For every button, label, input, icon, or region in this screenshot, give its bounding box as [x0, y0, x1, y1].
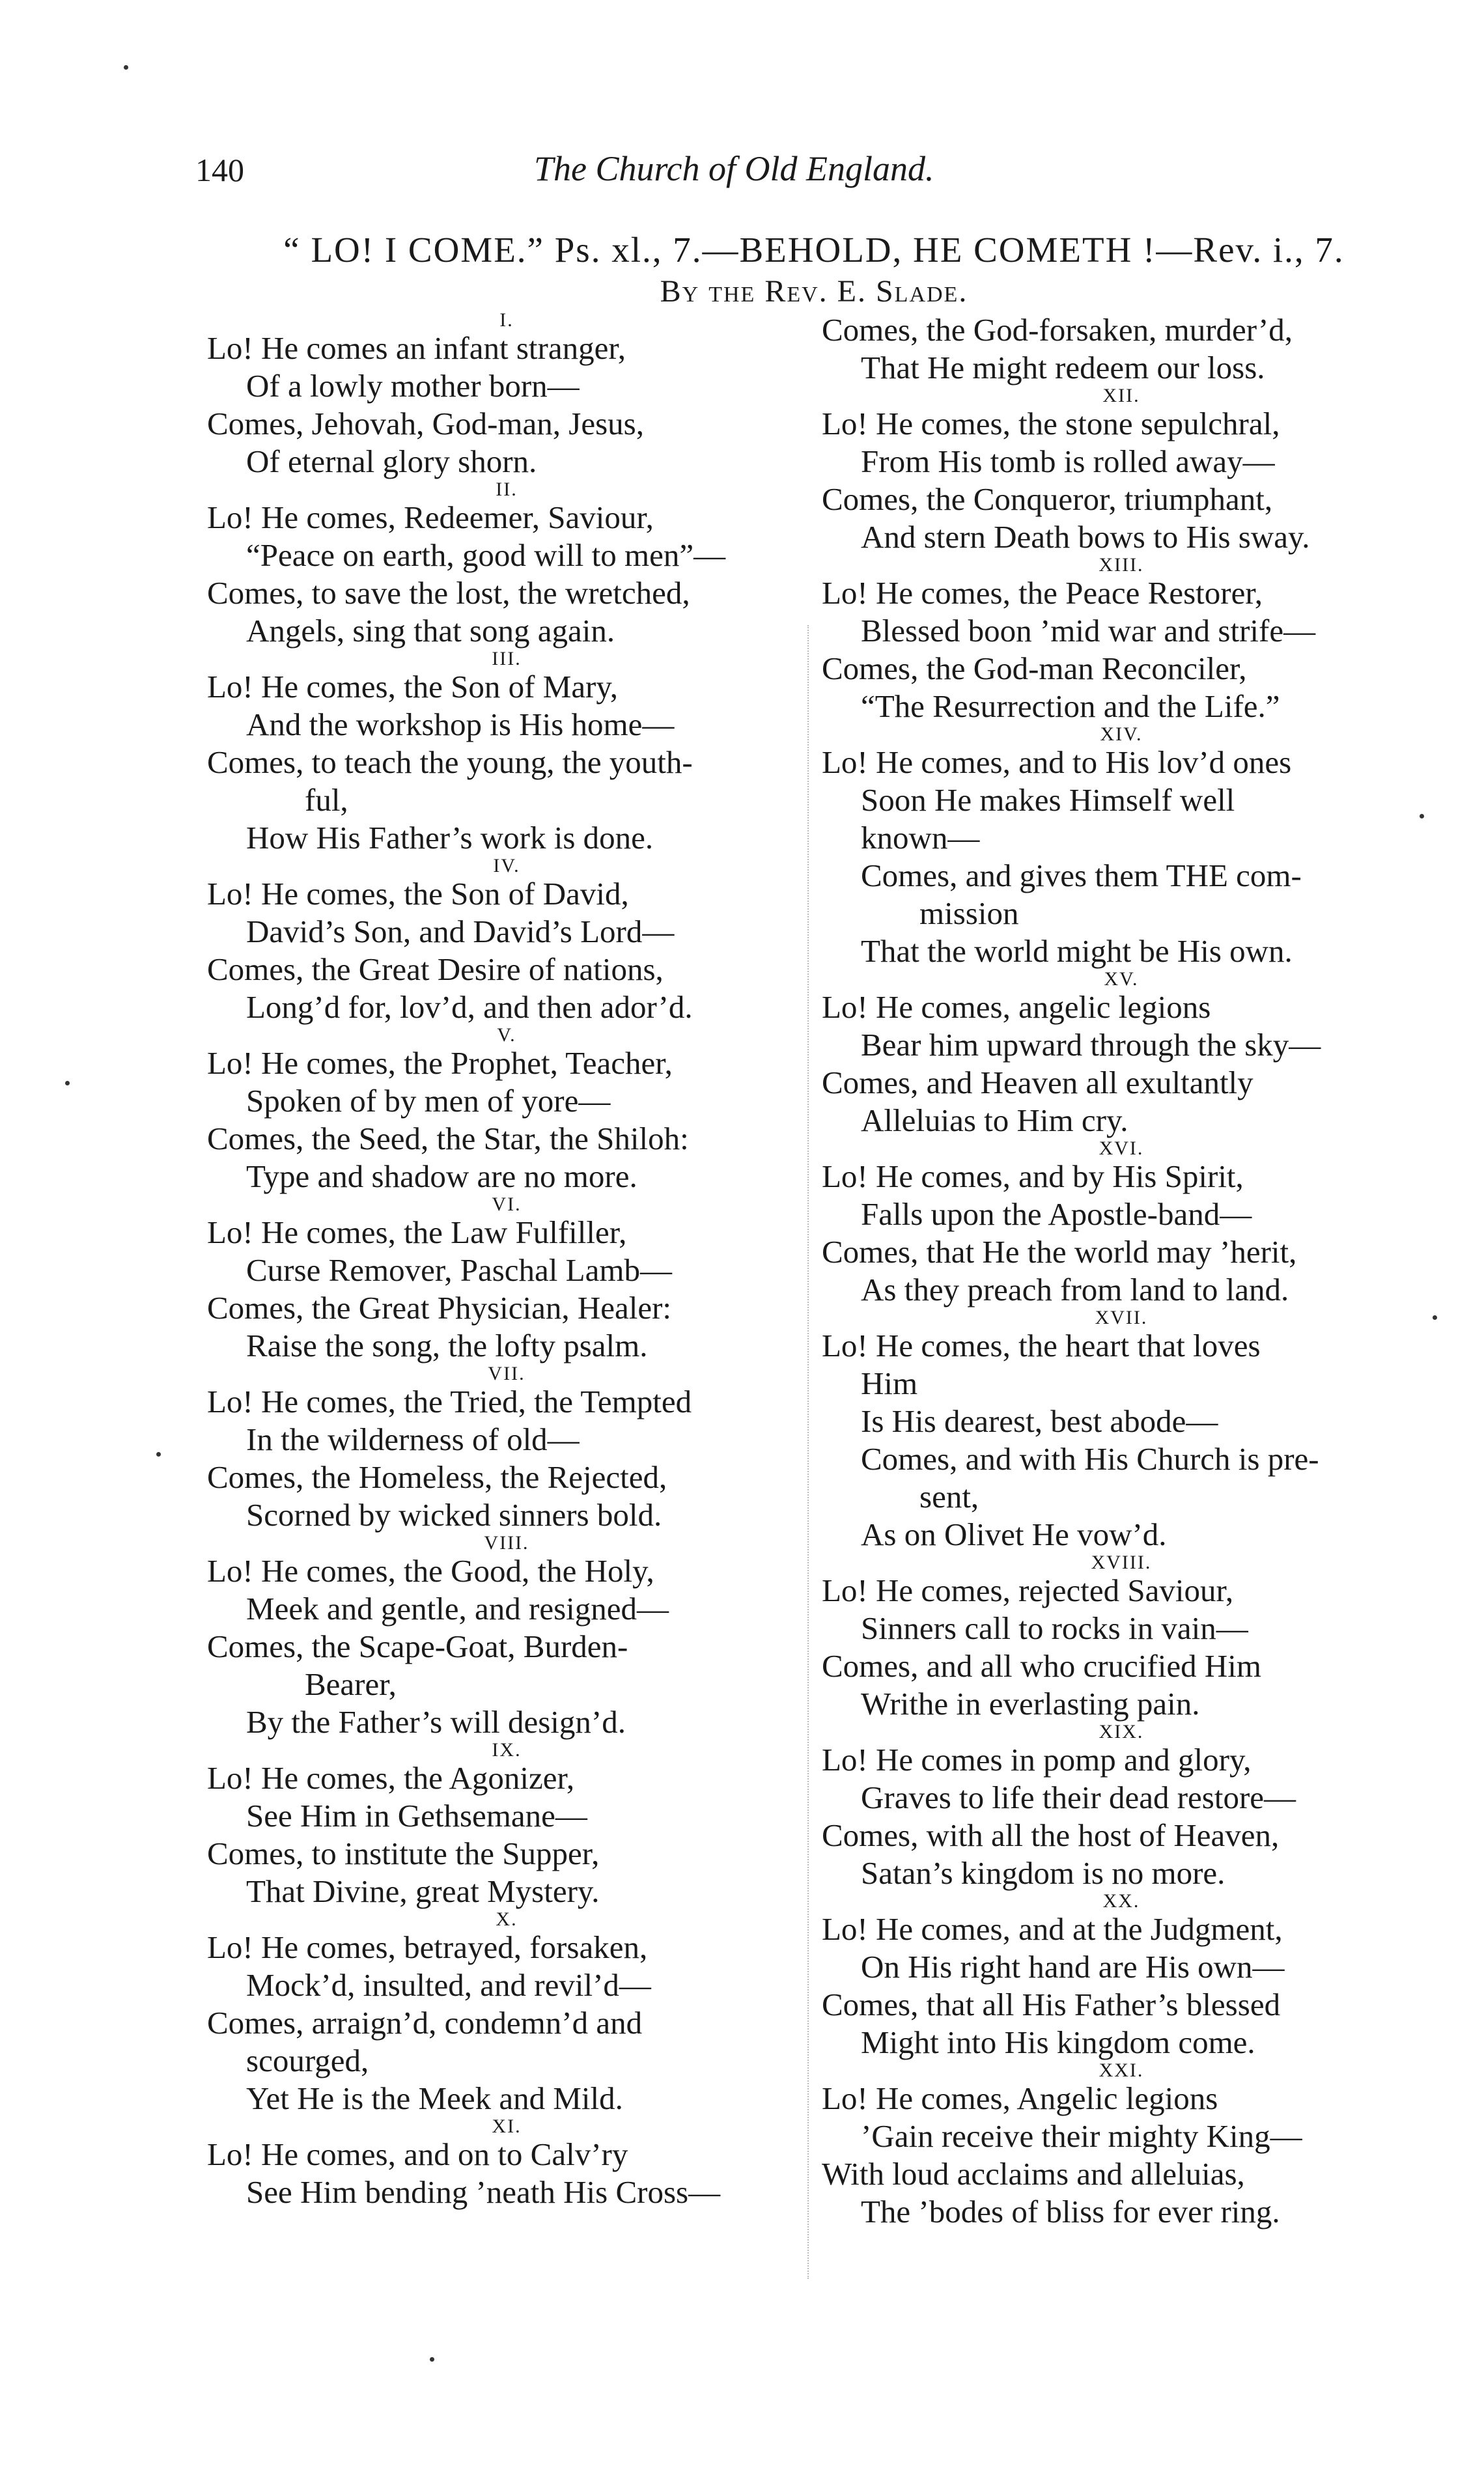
poem-line: Lo! He comes, and at the Judgment, [822, 1911, 1283, 1947]
poem-line: Lo! He comes, angelic legions [822, 989, 1211, 1025]
print-speck [156, 1452, 161, 1457]
poem-line: David’s Son, and David’s Lord— [246, 914, 675, 949]
stanza-numeral: III. [492, 648, 522, 669]
stanza-numeral: X. [496, 1908, 518, 1930]
poem-line: Comes, arraign’d, condemn’d and [207, 2005, 643, 2041]
poem-line: Comes, and gives them THE com- [861, 858, 1302, 893]
poem-line: Comes, that all His Father’s blessed [822, 1987, 1281, 2022]
poem-line: Comes, to teach the young, the youth- [207, 744, 693, 780]
poem-line: Lo! He comes, and on to Calv’ry [207, 2136, 628, 2172]
poem-line: Scorned by wicked sinners bold. [246, 1497, 662, 1533]
poem-line: Comes, to save the lost, the wretched, [207, 575, 690, 611]
stanza [207, 311, 806, 481]
poem-line: “Peace on earth, good will to men”— [246, 537, 726, 573]
print-speck [65, 1081, 70, 1085]
poem-line: The ’bodes of bliss for ever ring. [861, 2194, 1280, 2229]
poem-line: Comes, to institute the Supper, [207, 1836, 600, 1871]
stanza-numeral: XXI. [1099, 2060, 1144, 2081]
stanza [822, 311, 1421, 387]
poem-line: With loud acclaims and alleluias, [822, 2156, 1245, 2192]
poem-line: That the world might be His own. [861, 933, 1293, 969]
stanza-numeral: XX. [1102, 1890, 1140, 1912]
print-speck [1420, 814, 1424, 818]
poem-line: Blessed boon ’mid war and strife— [861, 613, 1316, 649]
poem-line: See Him bending ’neath His Cross— [246, 2174, 721, 2210]
poem-line: Lo! He comes, the heart that loves [822, 1328, 1261, 1363]
stanza [822, 387, 1421, 556]
poem-line: Long’d for, lov’d, and then ador’d. [246, 989, 693, 1025]
poem-line: Is His dearest, best abode— [861, 1403, 1218, 1439]
stanza-numeral: V. [497, 1024, 516, 1046]
poem-line: As on Olivet He vow’d. [861, 1516, 1167, 1552]
page-number: 140 [195, 152, 244, 188]
poem-line: How His Father’s work is done. [246, 820, 654, 856]
poem-line: Falls upon the Apostle-band— [861, 1196, 1252, 1232]
poem-line: Angels, sing that song again. [246, 613, 615, 649]
stanza-numeral: XV. [1104, 968, 1139, 990]
print-speck [124, 65, 128, 70]
poem-line: scourged, [246, 2043, 369, 2078]
stanza [207, 2117, 806, 2211]
column-divider [807, 625, 810, 2279]
stanza-numeral: XVII. [1095, 1307, 1148, 1328]
poem-line: Comes, the God-forsaken, murder’d, [822, 312, 1293, 348]
stanza-numeral: XIX. [1099, 1721, 1144, 1742]
poem-line: Comes, the Scape-Goat, Burden- [207, 1628, 628, 1664]
poem-line: Lo! He comes, the Good, the Holy, [207, 1553, 654, 1589]
stanza [207, 857, 806, 1026]
poem-right-column [822, 311, 1421, 2231]
stanza [822, 556, 1421, 725]
poem-line: Lo! He comes an infant stranger, [207, 330, 626, 366]
poem-line: Raise the song, the lofty psalm. [246, 1328, 648, 1363]
poem-line: Lo! He comes, the Prophet, Teacher, [207, 1045, 673, 1081]
stanza [207, 1195, 806, 1365]
stanza-numeral: XI. [492, 2116, 522, 2137]
poem-line: Curse Remover, Paschal Lamb— [246, 1252, 672, 1288]
stanza [822, 2061, 1421, 2231]
poem-line: Lo! He comes, and by His Spirit, [822, 1158, 1244, 1194]
poem-line: sent, [919, 1479, 979, 1515]
poem-line: Meek and gentle, and resigned— [246, 1591, 669, 1627]
stanza-numeral: VIII. [484, 1532, 529, 1554]
poem-line: known— [861, 820, 980, 856]
stanza [822, 1139, 1421, 1309]
poem-line: Comes, and with His Church is pre- [861, 1441, 1319, 1477]
stanza [207, 650, 806, 857]
stanza [822, 1723, 1421, 1892]
poem-left-column [207, 311, 806, 2211]
stanza [822, 970, 1421, 1139]
poem-line: Sinners call to rocks in vain— [861, 1610, 1248, 1646]
poem-line: Him [861, 1365, 918, 1401]
poem-line: Lo! He comes, the Son of David, [207, 876, 629, 912]
print-speck [1433, 1315, 1437, 1320]
poem-line: On His right hand are His own— [861, 1949, 1285, 1985]
poem-line: Comes, the Homeless, the Rejected, [207, 1459, 667, 1495]
poem-line: Lo! He comes, the Law Fulfiller, [207, 1214, 627, 1250]
poem-line: And stern Death bows to His sway. [861, 519, 1310, 555]
poem-line: Lo! He comes, the Son of Mary, [207, 669, 618, 705]
poem-line: See Him in Gethsemane— [246, 1798, 587, 1834]
poem-line: Bear him upward through the sky— [861, 1027, 1321, 1063]
poem-line: Might into His kingdom come. [861, 2024, 1255, 2060]
poem-line: Comes, the God-man Reconciler, [822, 650, 1247, 686]
poem-line: By the Father’s will design’d. [246, 1704, 626, 1740]
poem-line: Comes, that He the world may ’herit, [822, 1234, 1297, 1270]
poem-line: In the wilderness of old— [246, 1421, 580, 1457]
poem-title: “ LO! I COME.” Ps. xl., 7.—BEHOLD, HE COMETH !—Rev. i., 7. [283, 230, 1345, 270]
poem-line: Of a lowly mother born— [246, 368, 580, 404]
poem-line: Comes, Jehovah, God-man, Jesus, [207, 406, 644, 441]
poem-line: Lo! He comes, and to His lov’d ones [822, 744, 1292, 780]
poem-line: Lo! He comes, the Agonizer, [207, 1760, 575, 1796]
stanza-numeral: II. [496, 479, 518, 500]
stanza [822, 725, 1421, 970]
poem-line: Lo! He comes, Redeemer, Saviour, [207, 499, 654, 535]
stanza [822, 1892, 1421, 2061]
stanza-numeral: I. [499, 309, 514, 331]
poem-line: Comes, the Great Desire of nations, [207, 951, 664, 987]
poem-line: Comes, and all who crucified Him [822, 1648, 1261, 1684]
poem-line: Lo! He comes, Angelic legions [822, 2080, 1218, 2116]
stanza-numeral: XIV. [1100, 723, 1143, 745]
poem-line: Lo! He comes in pomp and glory, [822, 1742, 1252, 1778]
print-speck [430, 2357, 434, 2362]
poem-line: mission [919, 895, 1019, 931]
poem-line: Mock’d, insulted, and revil’d— [246, 1967, 651, 2003]
stanza [207, 481, 806, 650]
poem-line: Lo! He comes, betrayed, forsaken, [207, 1929, 648, 1965]
poem-line: Comes, with all the host of Heaven, [822, 1817, 1280, 1853]
poem-line: Satan’s kingdom is no more. [861, 1855, 1225, 1891]
stanza [207, 1741, 806, 1910]
poem-line: Spoken of by men of yore— [246, 1083, 611, 1119]
stanza-numeral: XII. [1102, 385, 1140, 406]
poem-line: Writhe in everlasting pain. [861, 1686, 1200, 1722]
poem-line: “The Resurrection and the Life.” [861, 688, 1280, 724]
stanza-numeral: VII. [488, 1363, 525, 1384]
running-head: The Church of Old England. [534, 149, 934, 188]
poem-line: Comes, and Heaven all exultantly [822, 1065, 1253, 1100]
poem-line: As they preach from land to land. [861, 1272, 1289, 1307]
poem-line: Lo! He comes, the Tried, the Tempted [207, 1384, 692, 1419]
poem-line: Type and shadow are no more. [246, 1158, 637, 1194]
poem-line: Comes, the Seed, the Star, the Shiloh: [207, 1121, 689, 1156]
poem-line: ’Gain receive their mighty King— [861, 2118, 1302, 2154]
stanza [822, 1309, 1421, 1554]
stanza [207, 1534, 806, 1741]
stanza-numeral: IV. [493, 855, 520, 876]
poem-line: That He might redeem our loss. [861, 350, 1265, 385]
poem-byline: By the Rev. E. Slade. [660, 274, 968, 309]
poem-line: Graves to life their dead restore— [861, 1780, 1296, 1815]
stanza [822, 1554, 1421, 1723]
poem-line: Comes, the Conqueror, triumphant, [822, 481, 1273, 517]
poem-line: That Divine, great Mystery. [246, 1873, 600, 1909]
stanza [207, 1910, 806, 2117]
stanza-numeral: XVI. [1099, 1138, 1144, 1159]
poem-line: From His tomb is rolled away— [861, 443, 1275, 479]
stanza-numeral: XIII. [1099, 554, 1144, 576]
poem-line: And the workshop is His home— [246, 706, 675, 742]
poem-line: Lo! He comes, the Peace Restorer, [822, 575, 1263, 611]
poem-line: Lo! He comes, the stone sepulchral, [822, 406, 1280, 441]
stanza [207, 1365, 806, 1534]
stanza [207, 1026, 806, 1195]
poem-line: ful, [305, 782, 348, 818]
poem-line: Lo! He comes, rejected Saviour, [822, 1572, 1234, 1608]
poem-line: Alleluias to Him cry. [861, 1102, 1128, 1138]
poem-line: Of eternal glory shorn. [246, 443, 537, 479]
poem-line: Yet He is the Meek and Mild. [246, 2080, 623, 2116]
poem-line: Soon He makes Himself well [861, 782, 1235, 818]
stanza-numeral: IX. [492, 1739, 522, 1761]
stanza-numeral: XVIII. [1091, 1552, 1152, 1573]
stanza-numeral: VI. [492, 1194, 522, 1215]
poem-line: Bearer, [305, 1666, 397, 1702]
poem-line: Comes, the Great Physician, Healer: [207, 1290, 672, 1326]
